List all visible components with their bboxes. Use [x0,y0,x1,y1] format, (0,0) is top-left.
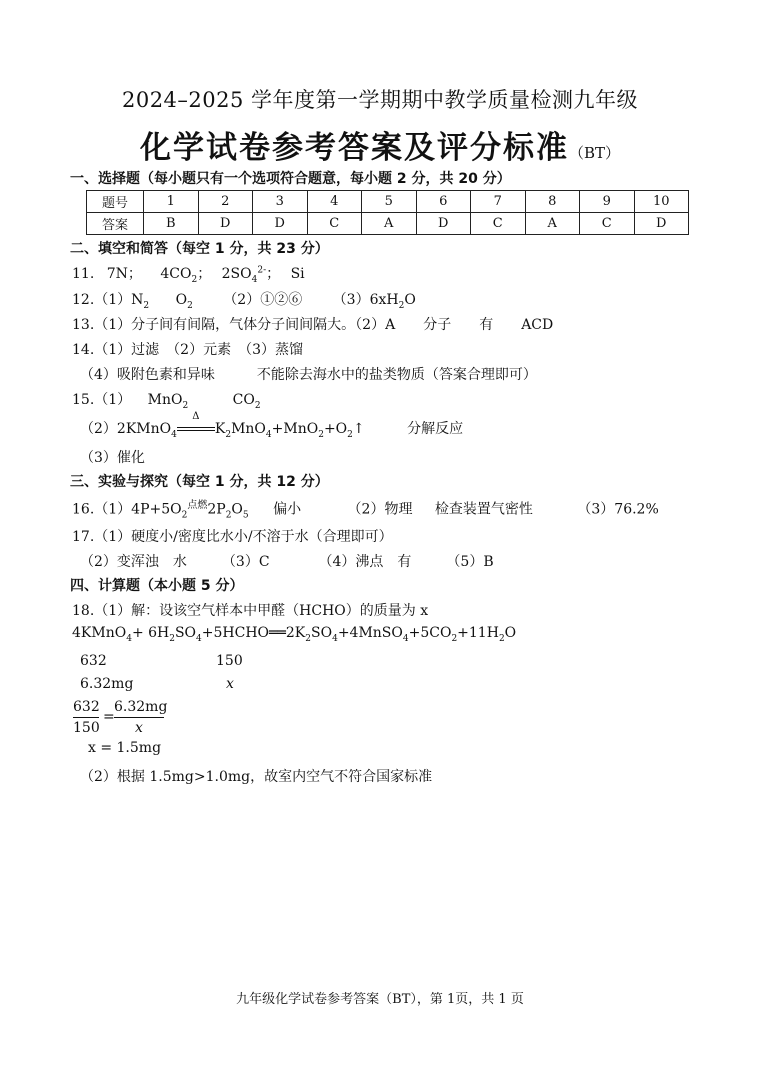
subscript: 2 [225,510,232,521]
table-cell: 答案 [87,213,144,235]
answer-text: MnO [147,392,183,408]
table-cell: D [416,213,471,235]
answer-text: CO [232,392,255,408]
answer-line-q18b: （2）根据 1.5mg>1.0mg，故室内空气不符合国家标准 [80,769,433,785]
subscript: 4 [332,633,338,644]
page-footer: 九年级化学试卷参考答案（BT），第 1页，共 1 页 [236,992,524,1007]
table-cell: 1 [144,191,199,213]
section3-heading: 三、实验与探究（每空 1 分，共 12 分） [70,474,329,490]
subscript: 2 [398,300,405,311]
answer-text: 12.（1）N [72,292,144,308]
equation-part: +5HCHO [201,625,270,641]
table-cell: C [307,213,362,235]
table-cell: A [362,213,417,235]
fraction-denominator: x [135,720,143,736]
answer-line-q14b: （4）吸附色素和异味 不能除去海水中的盐类物质（答案合理即可） [80,367,537,383]
answer-text: 4CO [160,266,192,282]
answer-text: （3）76.2% [577,501,659,518]
answer-table [86,190,689,235]
fraction-numerator: 6.32mg [114,699,164,718]
question-number: 11. [72,266,95,282]
subscript: 2 [498,633,505,644]
page-title-tag: （BT） [568,144,621,162]
molar-mass-right: 150 [216,653,243,669]
fraction-left [73,699,99,736]
subscript: 2 [305,633,311,644]
answer-line-q15a [72,389,261,411]
section1-heading: 一、选择题（每小题只有一个选项符合题意，每小题 2 分，共 20 分） [70,171,511,187]
fraction-equals: = [103,709,115,725]
answer-text: O [175,292,188,308]
equation-part: O [504,625,517,641]
answer-text: +O [323,421,348,437]
answer-line-q13: 13.（1）分子间有间隔，气体分子间间隔大。（2）A 分子 有 ACD [72,317,554,333]
answer-table-row-answers [87,213,689,235]
table-cell: 10 [634,191,689,213]
answer-text: O [231,501,243,518]
answer-text: 7N； [106,266,142,282]
table-cell: 9 [580,191,635,213]
reaction-condition: 点燃 [187,500,208,511]
subscript: 2 [254,400,261,411]
reaction-condition-arrow [177,411,215,431]
answer-table-row-numbers [87,191,689,213]
subscript: 2 [225,429,232,440]
equation-arrow: ══ [269,625,286,641]
calculation-result: x = 1.5mg [88,740,162,756]
subscript: 2 [187,300,193,311]
equation-part: +11H [457,625,499,641]
subscript: 2 [181,510,188,521]
equation-part: SO [174,625,197,641]
section2-heading: 二、填空和简答（每空 1 分，共 23 分） [70,241,329,257]
subscript: 2 [451,633,458,644]
answer-text: 检查装置气密性 [434,501,533,518]
subscript: 2 [143,300,150,311]
given-mass-left: 6.32mg [80,676,134,692]
answer-line-q14a: 14.（1）过滤 （2）元素 （3）蒸馏 [72,342,303,358]
fraction-numerator: 632 [73,699,99,718]
reaction-condition: Δ [192,411,200,422]
answer-text: 2P [207,501,226,518]
answer-text: ↑ [352,421,365,437]
table-cell: D [253,213,308,235]
subscript: 2 [191,274,198,285]
subscript: 2 [169,633,175,644]
answer-text: 偏小 [273,501,302,518]
equation-part: +4MnSO [337,625,403,641]
table-cell: C [471,213,526,235]
subscript: 4 [402,633,409,644]
subscript: 2 [318,429,324,440]
answer-line-q16 [72,496,659,520]
molar-mass-left: 632 [80,653,107,669]
page-title-line1: 2024–2025 学年度第一学期期中教学质量检测九年级 [121,88,639,112]
answer-text: O [404,292,416,308]
subscript: 2 [182,400,189,411]
subscript: 4 [265,429,272,440]
answer-text: （2） [80,421,117,437]
subscript: 4 [196,633,202,644]
table-cell: 4 [307,191,362,213]
table-cell: B [144,213,199,235]
table-cell: D [198,213,253,235]
question-number: 16.（1） [72,501,132,518]
answer-text: （3）6xH [332,292,399,308]
subscript: 4 [171,429,177,440]
answer-text: 2SO [221,266,252,282]
subscript: 2 [347,429,353,440]
table-cell: D [634,213,689,235]
answer-line-q18a: 18.（1）解：设该空气样本中甲醛（HCHO）的质量为 x [72,603,429,619]
answer-text: MnO [231,421,266,437]
answer-text: K [214,421,226,437]
table-cell: 7 [471,191,526,213]
answer-text: +MnO [271,421,319,437]
page-title-main: 化学试卷参考答案及评分标准 [139,130,569,166]
answer-text: 4P+5O [131,501,182,518]
table-cell: C [580,213,635,235]
subscript: 5 [242,510,249,521]
question-number: 15.（1） [72,392,132,408]
equation-part: 4KMnO [72,625,127,641]
answer-line-q15b [80,411,464,440]
answer-text: Si [290,266,305,282]
table-cell: 6 [416,191,471,213]
subscript: 4 [251,274,258,285]
answer-text: ； [266,266,281,282]
superscript: 2- [257,265,267,276]
table-cell: A [525,213,580,235]
answer-text: 分解反应 [407,421,464,437]
answer-line-q11 [72,263,305,285]
answer-line-q17a: 17.（1）硬度小/密度比水小/不溶于水（合理即可） [72,529,393,545]
answer-line-q12 [72,289,416,311]
answer-text: ； [197,266,212,282]
equation-part: +5CO [408,625,452,641]
answer-text: 2KMnO [116,421,172,437]
fraction-denominator: 150 [73,720,100,736]
equation-part: + 6H [131,625,170,641]
chemical-equation [72,625,516,644]
table-cell: 5 [362,191,417,213]
equation-part: SO [311,625,333,641]
table-cell: 3 [253,191,308,213]
page-title-line2 [0,122,760,167]
fraction-right [114,699,168,736]
given-mass-right: x [226,676,234,692]
equation-part: 2K [285,625,306,641]
section4-heading: 四、计算题（本小题 5 分） [70,578,244,594]
answer-text: （2）①②⑥ [223,292,303,308]
table-cell: 题号 [87,191,144,213]
table-cell: 8 [525,191,580,213]
table-cell: 2 [198,191,253,213]
answer-line-q15c: （3）催化 [80,450,145,466]
answer-text: （2）物理 [347,501,413,518]
answer-line-q17b: （2）变浑浊 水 （3）C （4）沸点 有 （5）B [80,554,494,570]
subscript: 4 [126,633,132,644]
